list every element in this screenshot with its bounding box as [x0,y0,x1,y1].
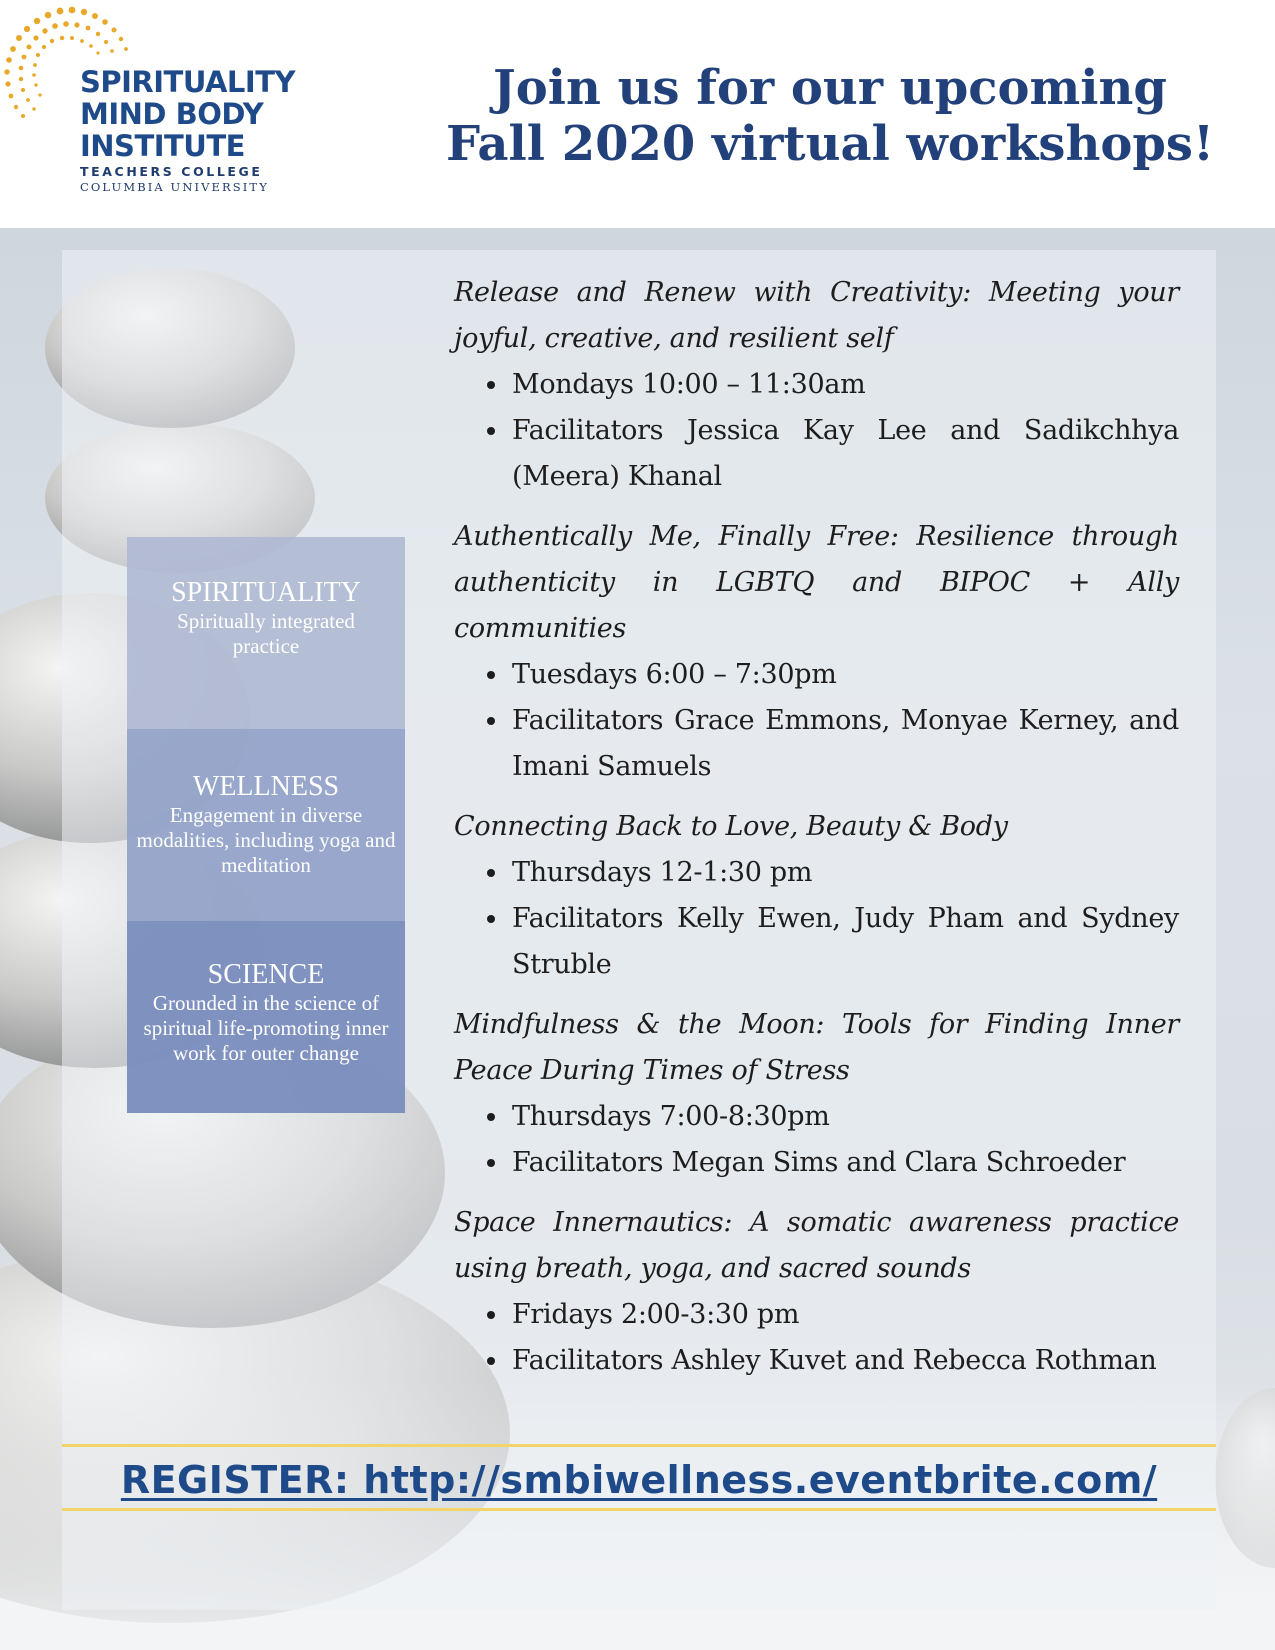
workshop-item [454,804,1179,988]
header [0,0,1275,228]
workshop-schedule: Mondays 10:00 – 11:30am [454,362,1179,408]
logo-subtitle-university: COLUMBIA UNIVERSITY [80,180,269,194]
workshop-schedule: Thursdays 7:00-8:30pm [454,1094,1179,1140]
workshop-title: Mindfulness & the Moon: Tools for Finding Inner Peace During Times of Stress [454,1009,1179,1086]
pillar-description: Engagement in diverse modalities, including yoga and meditation [136,803,396,877]
workshop-title: Connecting Back to Love, Beauty & Body [454,811,1008,842]
workshop-facilitators: Facilitators Kelly Ewen, Judy Pham and Sydney Struble [454,896,1179,988]
pillar-heading: SPIRITUALITY [171,577,361,608]
workshop-item [454,514,1179,790]
workshop-facilitators: Facilitators Jessica Kay Lee and Sadikchhya (Meera) Khanal [454,408,1179,500]
workshop-facilitators: Facilitators Megan Sims and Clara Schroeder [454,1140,1179,1186]
page-title: Join us for our upcoming Fall 2020 virtual workshops! [445,60,1215,172]
pillar-science [127,921,405,1113]
workshop-item [454,1002,1179,1186]
divider-bottom [62,1508,1216,1511]
workshop-schedule: Thursdays 12-1:30 pm [454,850,1179,896]
workshop-title: Authentically Me, Finally Free: Resilience through authenticity in LGBTQ and BIPOC + Ally communities [454,521,1179,644]
workshop-item [454,270,1179,500]
logo [0,0,320,228]
pillar-description: Grounded in the science of spiritual life-promoting inner work for outer change [143,991,389,1065]
logo-wordmark: SPIRITUALITY MIND BODY INSTITUTE [80,65,295,163]
pillar-heading: SCIENCE [207,959,325,990]
workshop-title: Release and Renew with Creativity: Meeting your joyful, creative, and resilient self [454,277,1179,354]
workshop-schedule: Fridays 2:00-3:30 pm [454,1292,1179,1338]
workshop-facilitators: Facilitators Ashley Kuvet and Rebecca Rothman [454,1338,1179,1384]
pillar-heading: WELLNESS [192,771,340,802]
divider-top [62,1444,1216,1447]
workshop-list [454,270,1179,1398]
workshop-item [454,1200,1179,1384]
workshop-title: Space Innernautics: A somatic awareness practice using breath, yoga, and sacred sounds [454,1207,1179,1284]
pillar-description: Spiritually integrated practice [177,609,355,658]
logo-subtitle-college: TEACHERS COLLEGE [80,164,263,179]
pillar-spirituality [127,537,405,729]
workshop-facilitators: Facilitators Grace Emmons, Monyae Kerney, and Imani Samuels [454,698,1179,790]
register-link[interactable]: REGISTER: http://smbiwellness.eventbrite.com/ [120,1458,1158,1502]
workshop-schedule: Tuesdays 6:00 – 7:30pm [454,652,1179,698]
pillar-wellness [127,729,405,921]
